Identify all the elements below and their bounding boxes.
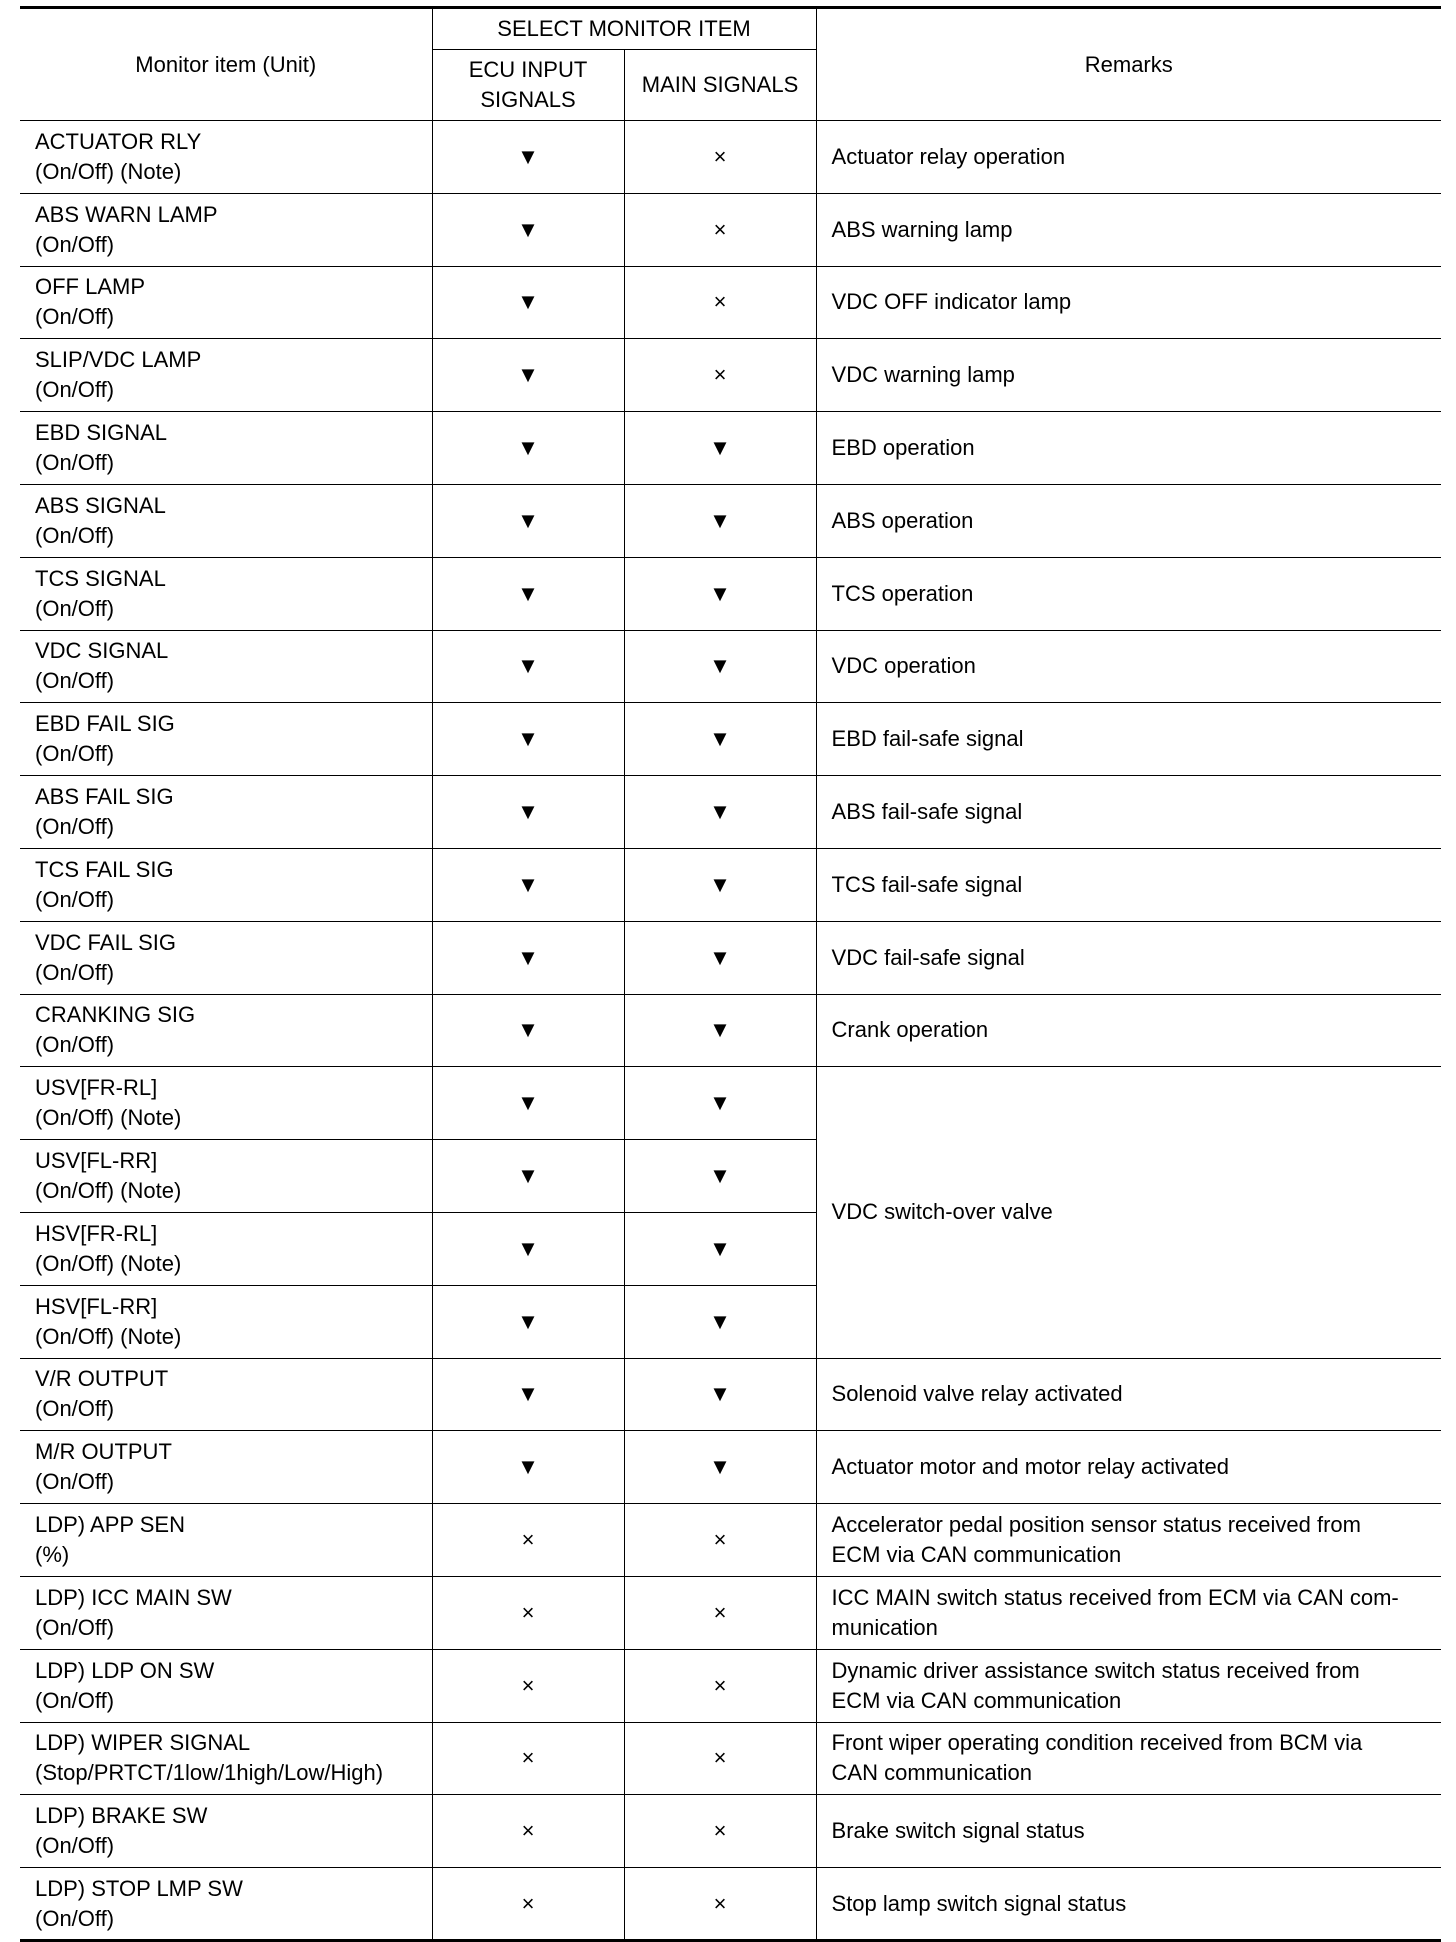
table-row xyxy=(20,412,1441,485)
monitor-item-name: LDP) WIPER SIGNAL xyxy=(35,1730,251,1756)
table-row xyxy=(20,1576,1441,1649)
table-row xyxy=(20,484,1441,557)
table-row xyxy=(20,339,1441,412)
monitor-item-name: LDP) LDP ON SW xyxy=(35,1657,215,1683)
main-signals-cell xyxy=(624,266,816,339)
monitor-item-unit: (On/Off) xyxy=(35,1687,115,1713)
selected-marker-icon: ▼ xyxy=(517,944,539,970)
monitor-item-cell xyxy=(20,848,432,921)
monitor-item-unit: (On/Off) (Note) xyxy=(35,1178,182,1204)
main-signals-cell xyxy=(624,703,816,776)
ecu-input-signals-cell xyxy=(432,1212,624,1285)
selected-marker-icon: ▼ xyxy=(517,1163,539,1189)
not-selected-marker-icon: × xyxy=(713,362,727,388)
ecu-input-signals-cell xyxy=(432,557,624,630)
monitor-item-name: ABS WARN LAMP xyxy=(35,201,218,227)
selected-marker-icon: ▼ xyxy=(709,871,731,897)
main-signals-cell xyxy=(624,1431,816,1504)
table-row xyxy=(20,848,1441,921)
not-selected-marker-icon: × xyxy=(713,143,727,169)
main-signals-cell xyxy=(624,1067,816,1140)
monitor-item-cell xyxy=(20,1649,432,1722)
monitor-item-cell xyxy=(20,1576,432,1649)
monitor-item-unit: (On/Off) xyxy=(35,1032,115,1058)
selected-marker-icon: ▼ xyxy=(517,507,539,533)
monitor-item-unit: (On/Off) xyxy=(35,1614,115,1640)
ecu-input-signals-cell xyxy=(432,1576,624,1649)
selected-marker-icon: ▼ xyxy=(709,1090,731,1116)
remarks-cell: ABS operation xyxy=(816,484,1441,557)
remarks-cell: VDC OFF indicator lamp xyxy=(816,266,1441,339)
monitor-item-unit: (On/Off) (Note) xyxy=(35,1250,182,1276)
ecu-input-signals-cell xyxy=(432,266,624,339)
main-signals-cell xyxy=(624,630,816,703)
monitor-item-cell xyxy=(20,412,432,485)
selected-marker-icon: ▼ xyxy=(517,1454,539,1480)
monitor-item-name: ABS FAIL SIG xyxy=(35,784,174,810)
selected-marker-icon: ▼ xyxy=(517,871,539,897)
remarks-cell: Actuator relay operation xyxy=(816,121,1441,194)
ecu-input-signals-cell xyxy=(432,994,624,1067)
monitor-item-name: OFF LAMP xyxy=(35,274,146,300)
monitor-item-unit: (On/Off) xyxy=(35,1396,115,1422)
monitor-item-cell xyxy=(20,630,432,703)
monitor-item-cell xyxy=(20,1140,432,1213)
monitor-item-name: HSV[FR-RL] xyxy=(35,1220,158,1246)
monitor-item-cell xyxy=(20,557,432,630)
monitor-item-cell xyxy=(20,193,432,266)
main-signals-cell xyxy=(624,1212,816,1285)
monitor-item-unit: (On/Off) (Note) xyxy=(35,1105,182,1131)
main-signals-cell xyxy=(624,848,816,921)
selected-marker-icon: ▼ xyxy=(517,1017,539,1043)
remarks-cell xyxy=(816,1504,1441,1577)
ecu-input-signals-cell xyxy=(432,193,624,266)
main-signals-cell xyxy=(624,1795,816,1868)
main-signals-cell xyxy=(624,557,816,630)
remarks-cell: EBD operation xyxy=(816,412,1441,485)
monitor-item-cell xyxy=(20,1212,432,1285)
selected-marker-icon: ▼ xyxy=(709,435,731,461)
monitor-item-cell xyxy=(20,1358,432,1431)
monitor-item-name: SLIP/VDC LAMP xyxy=(35,347,202,373)
ecu-input-signals-cell xyxy=(432,1722,624,1795)
remarks-cell: Stop lamp switch signal status xyxy=(816,1868,1441,1941)
table-body xyxy=(20,121,1441,1941)
ecu-input-signals-cell xyxy=(432,1504,624,1577)
not-selected-marker-icon: × xyxy=(713,1745,727,1771)
remarks-cell xyxy=(816,1722,1441,1795)
ecu-input-signals-cell xyxy=(432,1140,624,1213)
monitor-item-cell xyxy=(20,994,432,1067)
not-selected-marker-icon: × xyxy=(713,1599,727,1625)
selected-marker-icon: ▼ xyxy=(709,1308,731,1334)
monitor-item-name: USV[FR-RL] xyxy=(35,1075,158,1101)
monitor-item-unit: (On/Off) (Note) xyxy=(35,158,182,184)
selected-marker-icon: ▼ xyxy=(709,1163,731,1189)
monitor-item-unit: (On/Off) xyxy=(35,1905,115,1931)
monitor-item-unit: (On/Off) xyxy=(35,377,115,403)
not-selected-marker-icon: × xyxy=(521,1745,535,1771)
monitor-item-table xyxy=(20,6,1441,1942)
remarks-line: munication xyxy=(831,1614,938,1640)
ecu-input-signals-cell xyxy=(432,1795,624,1868)
selected-marker-icon: ▼ xyxy=(709,580,731,606)
ecu-input-signals-cell xyxy=(432,339,624,412)
monitor-item-name: ACTUATOR RLY xyxy=(35,128,202,154)
selected-marker-icon: ▼ xyxy=(709,799,731,825)
table-row xyxy=(20,776,1441,849)
remarks-cell: VDC switch-over valve xyxy=(816,1067,1441,1358)
monitor-item-cell xyxy=(20,339,432,412)
table-row xyxy=(20,1795,1441,1868)
remarks-cell: TCS fail-safe signal xyxy=(816,848,1441,921)
selected-marker-icon: ▼ xyxy=(517,1090,539,1116)
selected-marker-icon: ▼ xyxy=(517,1235,539,1261)
monitor-item-name: LDP) BRAKE SW xyxy=(35,1803,208,1829)
remarks-line: ECM via CAN communication xyxy=(831,1687,1122,1713)
main-signals-cell xyxy=(624,484,816,557)
remarks-cell: ABS warning lamp xyxy=(816,193,1441,266)
main-signals-cell xyxy=(624,1576,816,1649)
monitor-item-unit: (On/Off) xyxy=(35,304,115,330)
table-row xyxy=(20,266,1441,339)
ecu-input-signals-cell xyxy=(432,776,624,849)
not-selected-marker-icon: × xyxy=(713,1672,727,1698)
monitor-item-name: LDP) STOP LMP SW xyxy=(35,1875,243,1901)
main-signals-cell xyxy=(624,1868,816,1941)
table-row xyxy=(20,630,1441,703)
monitor-item-cell xyxy=(20,1868,432,1941)
remarks-cell: Crank operation xyxy=(816,994,1441,1067)
header-select-monitor-item: SELECT MONITOR ITEM xyxy=(432,8,816,50)
main-signals-cell xyxy=(624,1285,816,1358)
monitor-item-name: TCS SIGNAL xyxy=(35,565,166,591)
monitor-item-name: CRANKING SIG xyxy=(35,1002,196,1028)
selected-marker-icon: ▼ xyxy=(517,580,539,606)
remarks-line: Dynamic driver assistance switch status received from xyxy=(831,1657,1360,1683)
selected-marker-icon: ▼ xyxy=(709,1381,731,1407)
table-row xyxy=(20,1358,1441,1431)
remarks-line: Front wiper operating condition received from BCM via xyxy=(831,1730,1363,1756)
selected-marker-icon: ▼ xyxy=(517,289,539,315)
monitor-item-cell xyxy=(20,1722,432,1795)
main-signals-cell xyxy=(624,776,816,849)
table-row xyxy=(20,994,1441,1067)
monitor-item-name: LDP) APP SEN xyxy=(35,1512,185,1538)
remarks-line: ICC MAIN switch status received from ECM via CAN com- xyxy=(831,1584,1399,1610)
monitor-item-cell xyxy=(20,1067,432,1140)
ecu-input-signals-cell xyxy=(432,412,624,485)
monitor-item-name: HSV[FL-RR] xyxy=(35,1293,158,1319)
main-signals-cell xyxy=(624,412,816,485)
table-row xyxy=(20,921,1441,994)
monitor-item-unit: (On/Off) (Note) xyxy=(35,1323,182,1349)
table-row xyxy=(20,1067,1441,1140)
table-row xyxy=(20,557,1441,630)
selected-marker-icon: ▼ xyxy=(517,143,539,169)
selected-marker-icon: ▼ xyxy=(517,799,539,825)
remarks-cell: VDC warning lamp xyxy=(816,339,1441,412)
selected-marker-icon: ▼ xyxy=(709,944,731,970)
ecu-input-signals-cell xyxy=(432,1649,624,1722)
main-signals-cell xyxy=(624,1649,816,1722)
header-ecu-line-1: ECU INPUT xyxy=(468,57,588,82)
monitor-item-cell xyxy=(20,266,432,339)
not-selected-marker-icon: × xyxy=(521,1818,535,1844)
selected-marker-icon: ▼ xyxy=(517,726,539,752)
remarks-line: CAN communication xyxy=(831,1760,1033,1786)
table-row xyxy=(20,1722,1441,1795)
monitor-item-unit: (On/Off) xyxy=(35,741,115,767)
not-selected-marker-icon: × xyxy=(713,1890,727,1916)
remarks-cell: VDC operation xyxy=(816,630,1441,703)
not-selected-marker-icon: × xyxy=(521,1599,535,1625)
ecu-input-signals-cell xyxy=(432,921,624,994)
monitor-item-unit: (On/Off) xyxy=(35,814,115,840)
monitor-item-name: USV[FL-RR] xyxy=(35,1148,158,1174)
selected-marker-icon: ▼ xyxy=(517,653,539,679)
selected-marker-icon: ▼ xyxy=(517,435,539,461)
monitor-item-unit: (On/Off) xyxy=(35,886,115,912)
ecu-input-signals-cell xyxy=(432,1067,624,1140)
selected-marker-icon: ▼ xyxy=(709,1235,731,1261)
ecu-input-signals-cell xyxy=(432,703,624,776)
main-signals-cell xyxy=(624,1140,816,1213)
monitor-item-name: EBD FAIL SIG xyxy=(35,711,175,737)
monitor-item-unit: (On/Off) xyxy=(35,450,115,476)
remarks-cell: ABS fail-safe signal xyxy=(816,776,1441,849)
not-selected-marker-icon: × xyxy=(713,1818,727,1844)
monitor-item-cell xyxy=(20,121,432,194)
ecu-input-signals-cell xyxy=(432,1358,624,1431)
monitor-item-cell xyxy=(20,921,432,994)
selected-marker-icon: ▼ xyxy=(709,1454,731,1480)
monitor-item-name: ABS SIGNAL xyxy=(35,492,166,518)
ecu-input-signals-cell xyxy=(432,1868,624,1941)
main-signals-cell xyxy=(624,1358,816,1431)
remarks-cell: EBD fail-safe signal xyxy=(816,703,1441,776)
not-selected-marker-icon: × xyxy=(713,1527,727,1553)
selected-marker-icon: ▼ xyxy=(517,216,539,242)
not-selected-marker-icon: × xyxy=(713,216,727,242)
monitor-item-cell xyxy=(20,1504,432,1577)
main-signals-cell xyxy=(624,193,816,266)
monitor-item-name: VDC SIGNAL xyxy=(35,638,169,664)
table-row xyxy=(20,1504,1441,1577)
remarks-cell: Brake switch signal status xyxy=(816,1795,1441,1868)
not-selected-marker-icon: × xyxy=(521,1890,535,1916)
main-signals-cell xyxy=(624,1504,816,1577)
monitor-item-cell xyxy=(20,703,432,776)
not-selected-marker-icon: × xyxy=(713,289,727,315)
ecu-input-signals-cell xyxy=(432,484,624,557)
monitor-item-cell xyxy=(20,1285,432,1358)
monitor-item-cell xyxy=(20,776,432,849)
table-row xyxy=(20,193,1441,266)
selected-marker-icon: ▼ xyxy=(709,726,731,752)
monitor-item-unit: (On/Off) xyxy=(35,1833,115,1859)
main-signals-cell xyxy=(624,121,816,194)
selected-marker-icon: ▼ xyxy=(709,507,731,533)
selected-marker-icon: ▼ xyxy=(709,1017,731,1043)
table-row xyxy=(20,1431,1441,1504)
monitor-item-name: LDP) ICC MAIN SW xyxy=(35,1584,232,1610)
not-selected-marker-icon: × xyxy=(521,1672,535,1698)
monitor-item-unit: (On/Off) xyxy=(35,522,115,548)
monitor-item-name: EBD SIGNAL xyxy=(35,420,168,446)
header-remarks: Remarks xyxy=(816,8,1441,121)
header-ecu-input-signals xyxy=(432,50,624,121)
main-signals-cell xyxy=(624,921,816,994)
not-selected-marker-icon: × xyxy=(521,1527,535,1553)
monitor-item-name: TCS FAIL SIG xyxy=(35,856,174,882)
remarks-cell xyxy=(816,1649,1441,1722)
remarks-cell xyxy=(816,1576,1441,1649)
remarks-cell: VDC fail-safe signal xyxy=(816,921,1441,994)
monitor-item-name: V/R OUTPUT xyxy=(35,1366,169,1392)
monitor-item-unit: (On/Off) xyxy=(35,595,115,621)
monitor-item-unit: (On/Off) xyxy=(35,231,115,257)
header-monitor-item: Monitor item (Unit) xyxy=(20,8,432,121)
remarks-cell: Actuator motor and motor relay activated xyxy=(816,1431,1441,1504)
table-row xyxy=(20,703,1441,776)
monitor-item-name: VDC FAIL SIG xyxy=(35,929,177,955)
selected-marker-icon: ▼ xyxy=(517,362,539,388)
ecu-input-signals-cell xyxy=(432,630,624,703)
header-main-signals: MAIN SIGNALS xyxy=(624,50,816,121)
monitor-item-unit: (%) xyxy=(35,1542,70,1568)
remarks-cell: Solenoid valve relay activated xyxy=(816,1358,1441,1431)
table-row xyxy=(20,1649,1441,1722)
ecu-input-signals-cell xyxy=(432,848,624,921)
monitor-item-cell xyxy=(20,1795,432,1868)
monitor-item-unit: (On/Off) xyxy=(35,959,115,985)
ecu-input-signals-cell xyxy=(432,121,624,194)
remarks-line: ECM via CAN communication xyxy=(831,1542,1122,1568)
monitor-item-unit: (On/Off) xyxy=(35,668,115,694)
table-row xyxy=(20,121,1441,194)
monitor-item-unit: (Stop/PRTCT/1low/1high/Low/High) xyxy=(35,1760,384,1786)
monitor-item-cell xyxy=(20,1431,432,1504)
main-signals-cell xyxy=(624,994,816,1067)
selected-marker-icon: ▼ xyxy=(517,1381,539,1407)
ecu-input-signals-cell xyxy=(432,1431,624,1504)
ecu-input-signals-cell xyxy=(432,1285,624,1358)
main-signals-cell xyxy=(624,1722,816,1795)
table-row xyxy=(20,1868,1441,1941)
main-signals-cell xyxy=(624,339,816,412)
remarks-cell: TCS operation xyxy=(816,557,1441,630)
remarks-line: Accelerator pedal position sensor status received from xyxy=(831,1512,1361,1538)
monitor-item-name: M/R OUTPUT xyxy=(35,1439,172,1465)
monitor-item-unit: (On/Off) xyxy=(35,1469,115,1495)
monitor-item-cell xyxy=(20,484,432,557)
selected-marker-icon: ▼ xyxy=(709,653,731,679)
header-ecu-line-2: SIGNALS xyxy=(480,87,576,112)
table-header xyxy=(20,8,1441,121)
selected-marker-icon: ▼ xyxy=(517,1308,539,1334)
